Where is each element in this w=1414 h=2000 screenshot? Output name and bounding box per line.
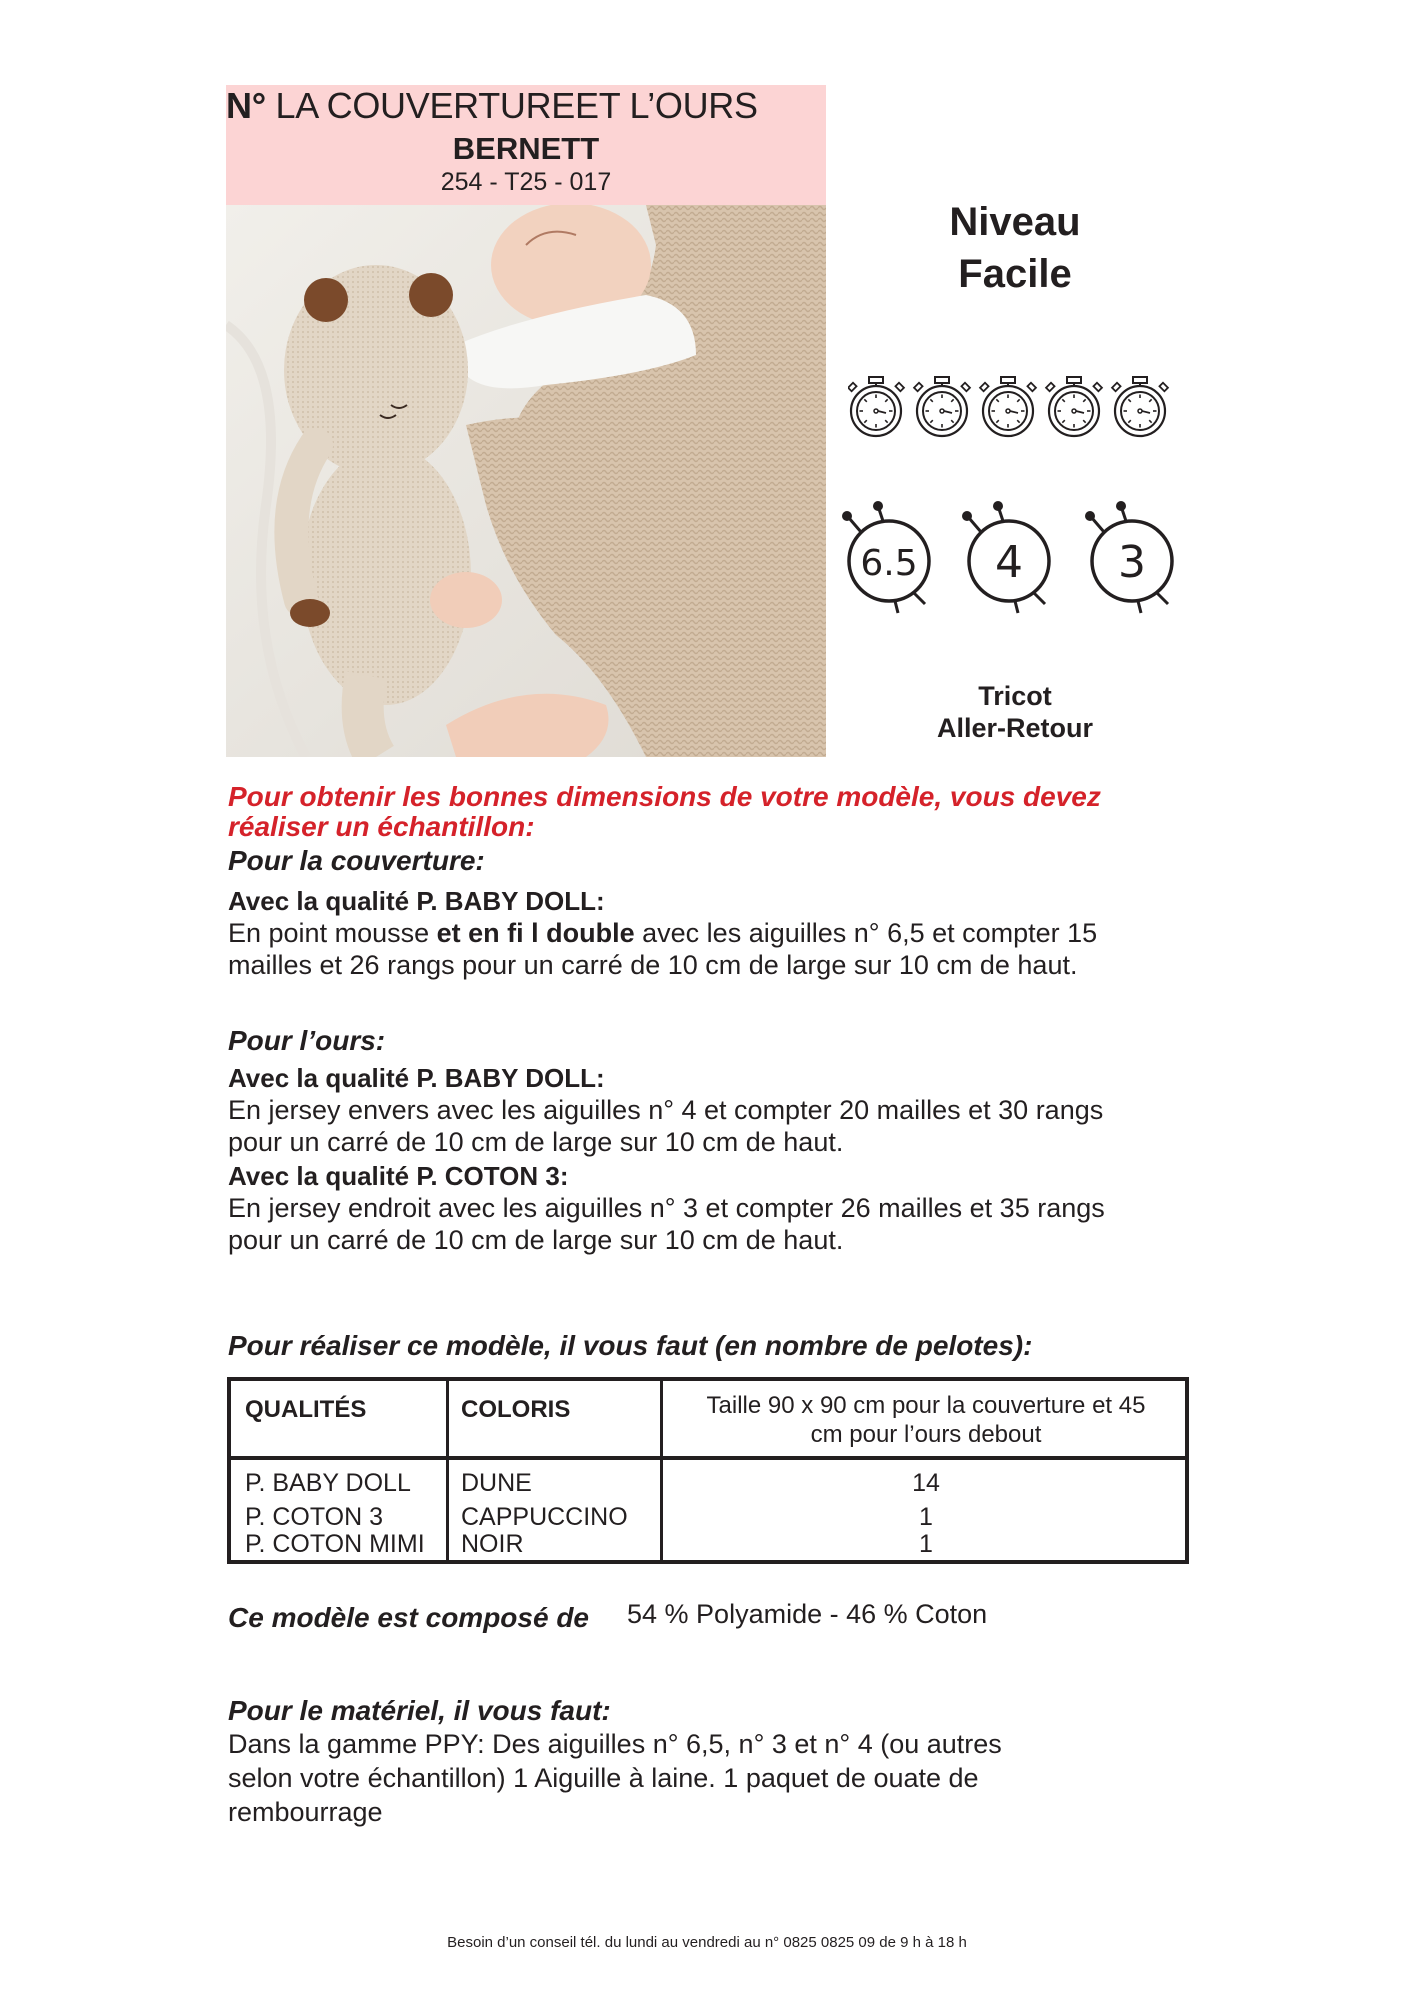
stopwatch-icon	[1046, 377, 1102, 436]
brand-name: BERNETT	[452, 131, 600, 166]
equipment-line3: rembourrage	[228, 1797, 383, 1827]
needle-size-group	[838, 500, 1188, 620]
gauge-intro-line2: réaliser un échantillon:	[228, 811, 535, 842]
row-color: DUNE	[461, 1469, 532, 1497]
photo-baby-teddy-blanket-icon	[226, 205, 826, 757]
equipment-line1: Dans la gamme PPY: Des aiguilles n° 6,5, n° 3 et n° 4 (ou autres	[228, 1729, 1002, 1759]
needle-icon	[842, 501, 929, 613]
blanket-quality: Avec la qualité P. BABY DOLL:	[228, 886, 605, 916]
blanket-text-a: En point mousse	[228, 918, 437, 948]
blanket-text-line2: mailles et 26 rangs pour un carré de 10 cm de large sur 10 cm de haut.	[228, 950, 1078, 980]
pattern-reference: 254 - T25 - 017	[440, 168, 612, 196]
bear-text1-line2: pour un carré de 10 cm de large sur 10 cm de haut.	[228, 1127, 844, 1157]
header-color: COLORIS	[461, 1396, 571, 1423]
blanket-text-bold: et en fi l double	[436, 918, 635, 948]
row-count: 1	[919, 1530, 933, 1558]
bear-text2-line1: En jersey endroit avec les aiguilles n° 3 et compter 26 mailles et 35 rangs	[228, 1193, 1105, 1223]
title-text: LA COUVERTUREET L’OURS	[275, 85, 758, 126]
needle-icon	[1085, 501, 1172, 613]
pattern-title	[226, 86, 758, 126]
needle-size-label: 4	[995, 537, 1023, 588]
needle-sizes	[838, 500, 1188, 620]
level-label: Niveau	[949, 200, 1081, 244]
header-size	[665, 1391, 1187, 1449]
column-divider	[446, 1381, 449, 1560]
needle-icon	[962, 501, 1049, 613]
row-quality: P. BABY DOLL	[245, 1469, 411, 1497]
level-value: Facile	[958, 252, 1072, 296]
composition-value: 54 % Polyamide - 46 % Coton	[627, 1599, 988, 1629]
number-label: N°	[226, 85, 266, 126]
row-count: 1	[919, 1503, 933, 1531]
technique	[860, 680, 1170, 744]
stopwatch-group	[848, 365, 1188, 445]
composition-label: Ce modèle est composé de	[228, 1602, 590, 1633]
row-color: NOIR	[461, 1530, 524, 1558]
bear-text1-line1: En jersey envers avec les aiguilles n° 4 et compter 20 mailles et 30 rangs	[228, 1095, 1104, 1125]
stopwatch-icon	[1112, 377, 1168, 436]
equipment-heading: Pour le matériel, il vous faut:	[228, 1695, 611, 1726]
equipment-text	[228, 1727, 1208, 1829]
bear-quality-2: Avec la qualité P. COTON 3:	[228, 1161, 569, 1191]
row-color: CAPPUCCINO	[461, 1503, 628, 1531]
header-quality: QUALITÉS	[245, 1396, 367, 1423]
row-quality: P. COTON 3	[245, 1503, 384, 1531]
gauge-intro	[228, 782, 1208, 842]
row-divider	[231, 1456, 1185, 1460]
materials-heading: Pour réaliser ce modèle, il vous faut (en nombre de pelotes):	[228, 1330, 1033, 1361]
bear-gauge-text-1	[228, 1094, 1208, 1158]
time-rating	[848, 365, 1188, 445]
needle-size-label: 3	[1118, 537, 1146, 588]
materials-table	[227, 1377, 1189, 1564]
stopwatch-icon	[914, 377, 970, 436]
bear-gauge-text-2	[228, 1192, 1208, 1256]
technique-line2: Aller-Retour	[936, 713, 1093, 743]
blanket-gauge-text	[228, 917, 1208, 981]
bear-heading: Pour l’ours:	[228, 1025, 386, 1056]
row-count: 14	[912, 1469, 940, 1497]
difficulty-level	[860, 196, 1170, 300]
bear-text2-line2: pour un carré de 10 cm de large sur 10 cm de haut.	[228, 1225, 844, 1255]
bear-quality-1: Avec la qualité P. BABY DOLL:	[228, 1063, 605, 1093]
technique-line1: Tricot	[978, 681, 1052, 711]
needle-size-label: 6.5	[860, 543, 918, 584]
header-size-line1: Taille 90 x 90 cm pour la couverture et 45	[706, 1392, 1146, 1419]
row-quality: P. COTON MIMI	[245, 1530, 425, 1558]
gauge-intro-line1: Pour obtenir les bonnes dimensions de votre modèle, vous devez	[228, 781, 1101, 812]
stopwatch-icon	[848, 377, 904, 436]
footer-contact: Besoin d’un conseil tél. du lundi au vendredi au n° 0825 0825 09 de 9 h à 18 h	[447, 1934, 967, 1951]
blanket-heading: Pour la couverture:	[228, 845, 485, 876]
column-divider	[660, 1381, 663, 1560]
header-size-line2: cm pour l’ours debout	[810, 1421, 1042, 1448]
stopwatch-icon	[980, 377, 1036, 436]
blanket-text-b: avec les aiguilles n° 6,5 et compter 15	[634, 918, 1098, 948]
equipment-line2: selon votre échantillon) 1 Aiguille à laine. 1 paquet de ouate de	[228, 1763, 979, 1793]
product-photo	[226, 205, 826, 757]
